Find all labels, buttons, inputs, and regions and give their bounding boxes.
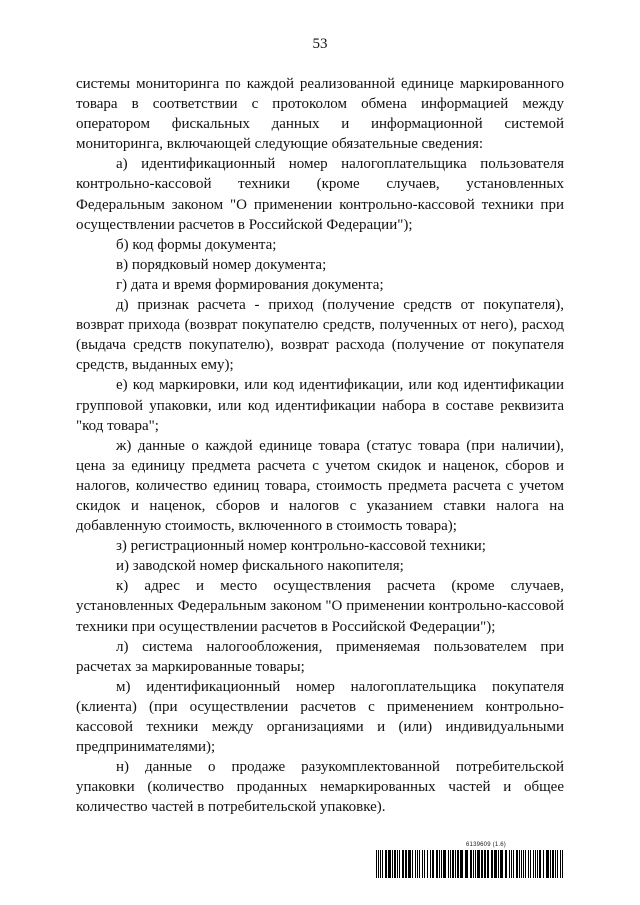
paragraph-intro: системы мониторинга по каждой реализованной единице маркированного товара в соответствии с протоколом обмена информацией между оператором фискальных данных и информационной системой мониторинга, включающей следующие обязательные сведения: bbox=[76, 76, 564, 153]
barcode-image bbox=[376, 850, 565, 878]
list-item-a: а) идентификационный номер налогоплательщика пользователя контрольно-кассовой техники (кроме случаев, установленных Федеральным законом "О применении контрольно-кассовой техники при осуществлении расчетов в Российской Федерации"); bbox=[76, 156, 564, 233]
document-code: 6139609 (1.6) bbox=[466, 842, 506, 848]
list-item-z: з) регистрационный номер контрольно-кассовой техники; bbox=[116, 538, 486, 555]
page-number: 53 bbox=[312, 36, 328, 52]
list-item-d: д) признак расчета - приход (получение средств от покупателя), возврат прихода (возврат покупателю средств, полученных от него), расход (выдача средств покупателю), возврат расхода (получение от покупателя средств, выданных ему); bbox=[76, 297, 564, 374]
list-item-g: г) дата и время формирования документа; bbox=[116, 276, 384, 293]
list-item-k: к) адрес и место осуществления расчета (кроме случаев, установленных Федеральным законом "О применении контрольно-кассовой техники при осуществлении расчетов в Российской Федерации"); bbox=[76, 578, 564, 635]
list-item-l: л) система налогообложения, применяемая пользователем при расчетах за маркированные товары; bbox=[76, 638, 564, 675]
list-item-n: н) данные о продаже разукомплектованной потребительской упаковки (количество проданных немаркированных частей и общее количество частей в потребительской упаковке). bbox=[76, 759, 564, 816]
list-item-e: е) код маркировки, или код идентификации, или код идентификации групповой упаковки, или код идентификации набора в составе реквизита "код товара"; bbox=[76, 377, 564, 434]
list-item-m: м) идентификационный номер налогоплательщика покупателя (клиента) (при осуществлении расчетов с применением контрольно-кассовой техники между организациями и (или) индивидуальными предпринимателями); bbox=[76, 678, 564, 756]
list-item-b: б) код формы документа; bbox=[116, 236, 277, 253]
document-body bbox=[76, 74, 564, 817]
list-item-v: в) порядковый номер документа; bbox=[116, 256, 327, 273]
list-item-i: и) заводской номер фискального накопителя; bbox=[116, 558, 404, 575]
list-item-zh: ж) данные о каждой единице товара (статус товара (при наличии), цена за единицу предмета расчета с учетом скидок и наценок, сборов и налогов, количество единиц товара, стоимость предмета расчета с учетом скидок и наценок, сборов и налогов с указанием ставки налога на добавленную стоимость, включенного в стоимость товара); bbox=[76, 437, 564, 535]
